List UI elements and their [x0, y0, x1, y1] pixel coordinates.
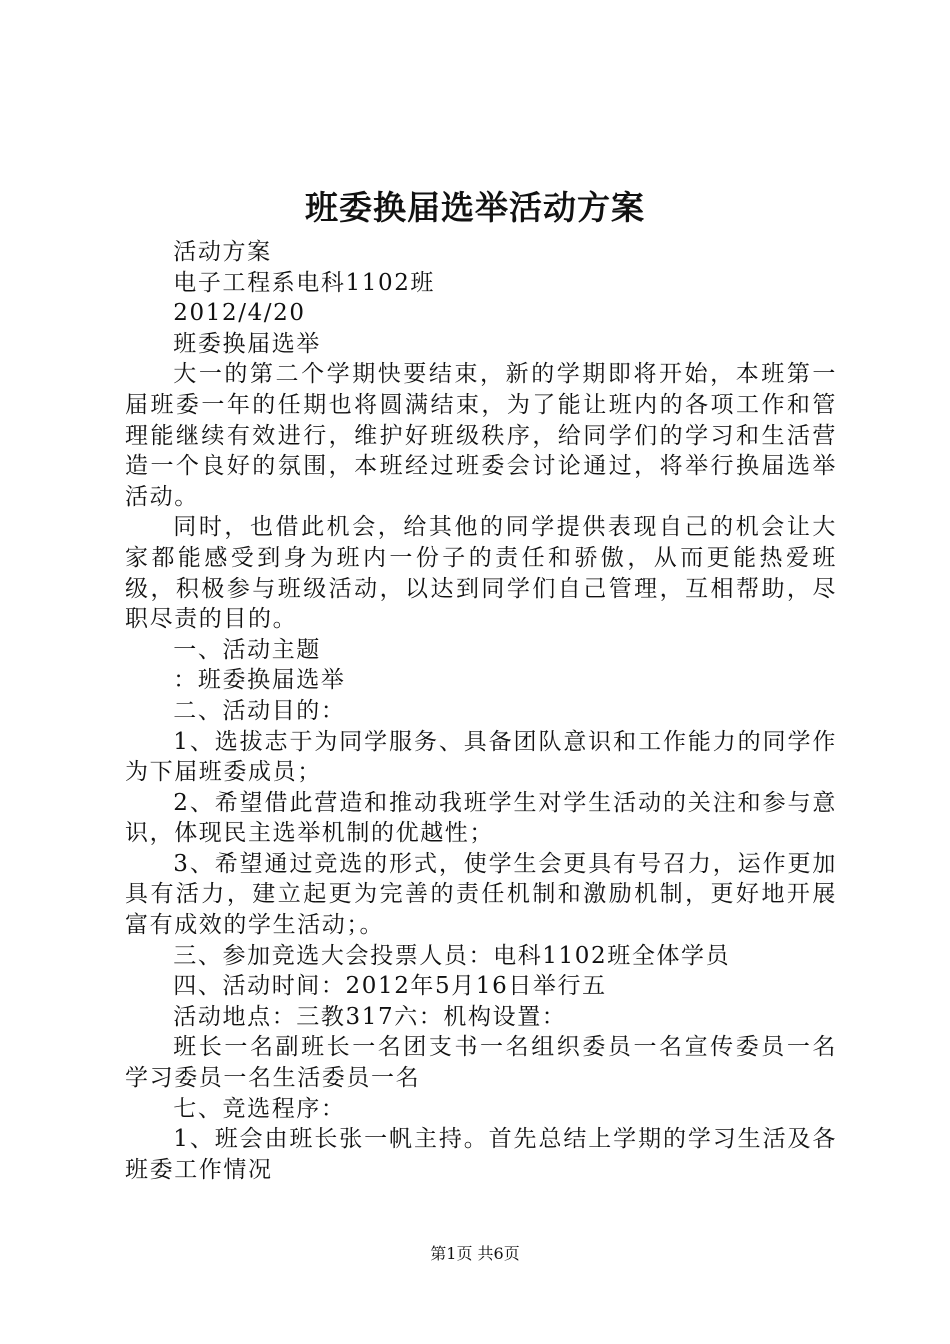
document-body [125, 237, 837, 1185]
paragraph: 活动地点：三教317六：机构设置： [173, 1003, 567, 1030]
paragraph: 1、选拔志于为同学服务、具备团队意识和工作能力的同学作为下届班委成员； [125, 728, 837, 786]
paragraph: 同时，也借此机会，给其他的同学提供表现自己的机会让大家都能感受到身为班内一份子的责任和骄傲，从而更能热爱班级，积极参与班级活动，以达到同学们自己管理，互相帮助，尽职尽责的目的。 [125, 514, 837, 633]
paragraph: 大一的第二个学期快要结束，新的学期即将开始，本班第一届班委一年的任期也将圆满结束，为了能让班内的各项工作和管理能继续有效进行，维护好班级秩序，给同学们的学习和生活营造一个良好的氛围，本班经过班委会讨论通过，将举行换届选举活动。 [125, 361, 837, 510]
paragraph: 2、希望借此营造和推动我班学生对学生活动的关注和参与意识，体现民主选举机制的优越性； [125, 789, 837, 847]
paragraph: 二、活动目的： [173, 697, 346, 724]
paragraph: 班长一名副班长一名团支书一名组织委员一名宣传委员一名学习委员一名生活委员一名 [125, 1034, 837, 1092]
paragraph: 班委换届选举 [173, 330, 321, 357]
paragraph: 电子工程系电科1102班 [173, 269, 436, 296]
page-indicator: 第1页 共6页 [430, 1244, 520, 1263]
paragraph: 活动方案 [173, 239, 272, 265]
document-title: 班委换届选举活动方案 [305, 188, 645, 227]
paragraph: 2012/4/20 [173, 300, 306, 327]
paragraph: 一、活动主题 [173, 636, 321, 663]
paragraph: 三、参加竞选大会投票人员：电科1102班全体学员 [173, 942, 731, 969]
paragraph: ：班委换届选举 [173, 667, 346, 694]
paragraph: 四、活动时间：2012年5月16日举行五 [173, 973, 607, 1000]
paragraph: 七、竞选程序： [173, 1095, 346, 1122]
paragraph: 3、希望通过竞选的形式，使学生会更具有号召力，运作更加具有活力，建立起更为完善的责任机制和激励机制，更好地开展富有成效的学生活动；。 [125, 850, 837, 939]
paragraph: 1、班会由班长张一帆主持。首先总结上学期的学习生活及各班委工作情况 [125, 1126, 837, 1183]
